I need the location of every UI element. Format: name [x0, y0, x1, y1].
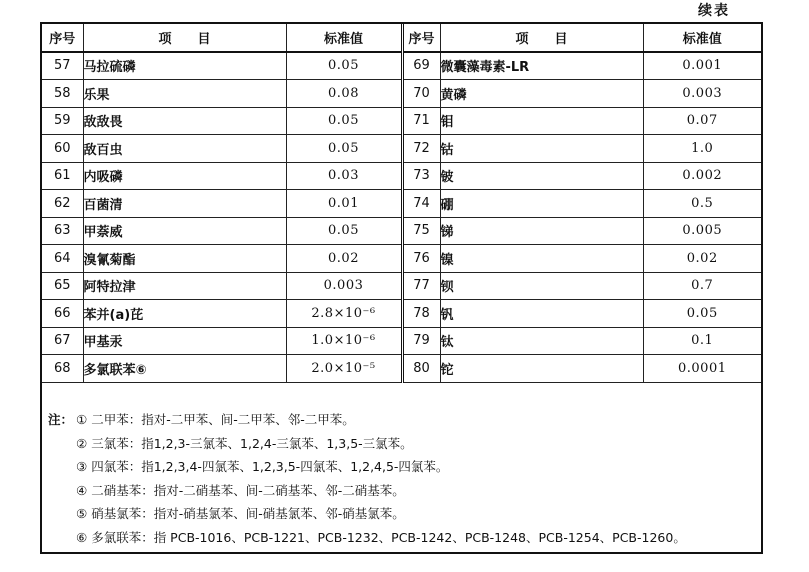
standard-value: 0.003 — [643, 80, 761, 108]
standards-table-frame — [40, 22, 763, 554]
table-row — [42, 162, 761, 190]
item-name: 百菌清 — [83, 190, 286, 218]
row-number: 71 — [402, 107, 440, 135]
standard-value: 0.02 — [643, 245, 761, 273]
row-number: 61 — [42, 162, 83, 190]
row-number: 63 — [42, 217, 83, 245]
standard-value: 0.05 — [286, 217, 402, 245]
row-number: 60 — [42, 135, 83, 163]
note-mark: ⑥ — [76, 529, 88, 545]
table-row — [42, 52, 761, 80]
header-value-right: 标准值 — [643, 24, 761, 52]
note-text: 二硝基苯：指对-二硝基苯、间-二硝基苯、邻-二硝基苯。 — [91, 482, 405, 498]
row-number: 62 — [42, 190, 83, 218]
standard-value: 0.005 — [643, 217, 761, 245]
header-no-left: 序号 — [42, 24, 83, 52]
item-name: 锑 — [440, 217, 643, 245]
row-number: 80 — [402, 355, 440, 383]
table-row — [42, 327, 761, 355]
item-name: 黄磷 — [440, 80, 643, 108]
row-number: 59 — [42, 107, 83, 135]
header-item-right: 项 目 — [440, 24, 643, 52]
row-number: 58 — [42, 80, 83, 108]
row-number: 70 — [402, 80, 440, 108]
item-name: 硼 — [440, 190, 643, 218]
note-line — [48, 455, 686, 479]
row-number: 67 — [42, 327, 83, 355]
item-name: 微囊藻毒素-LR — [440, 52, 643, 80]
note-mark: ① — [76, 412, 88, 427]
item-name: 敌敌畏 — [83, 107, 286, 135]
row-number: 73 — [402, 162, 440, 190]
standard-value: 0.001 — [643, 52, 761, 80]
note-mark: ⑤ — [76, 506, 88, 521]
standard-value: 0.05 — [286, 107, 402, 135]
row-number: 57 — [42, 52, 83, 80]
row-number: 79 — [402, 327, 440, 355]
standard-value: 0.7 — [643, 272, 761, 300]
standard-value: 0.03 — [286, 162, 402, 190]
table-row — [42, 245, 761, 273]
item-name: 内吸磷 — [83, 162, 286, 190]
row-number: 68 — [42, 355, 83, 383]
item-name: 乐果 — [83, 80, 286, 108]
row-number: 74 — [402, 190, 440, 218]
note-text: 四氯苯：指1,2,3,4-四氯苯、1,2,3,5-四氯苯、1,2,4,5-四氯苯。 — [91, 459, 449, 474]
standard-value: 0.05 — [286, 135, 402, 163]
note-text: 多氯联苯：指 PCB-1016、PCB-1221、PCB-1232、PCB-1242、PCB-1248、PCB-1254、PCB-1260。 — [91, 529, 686, 545]
standard-value: 1.0×10⁻⁶ — [286, 327, 402, 355]
note-text: 二甲苯：指对-二甲苯、间-二甲苯、邻-二甲苯。 — [91, 412, 355, 427]
item-name: 镍 — [440, 245, 643, 273]
item-name: 甲基汞 — [83, 327, 286, 355]
item-name: 钒 — [440, 300, 643, 328]
standard-value: 0.5 — [643, 190, 761, 218]
row-number: 77 — [402, 272, 440, 300]
note-line — [48, 432, 686, 456]
standard-value: 0.002 — [643, 162, 761, 190]
table-notes — [48, 408, 686, 549]
table-row — [42, 300, 761, 328]
continued-table-label: 续表 — [698, 3, 730, 19]
note-line — [48, 502, 686, 526]
standard-value: 0.01 — [286, 190, 402, 218]
table-row — [42, 355, 761, 383]
table-row — [42, 135, 761, 163]
item-name: 多氯联苯⑥ — [83, 355, 286, 383]
table-row — [42, 107, 761, 135]
standard-value: 0.003 — [286, 272, 402, 300]
standard-value: 0.1 — [643, 327, 761, 355]
table-body — [42, 52, 761, 383]
standard-value: 2.8×10⁻⁶ — [286, 300, 402, 328]
note-mark: ④ — [76, 482, 88, 498]
note-mark: ③ — [76, 459, 88, 474]
standard-value: 0.08 — [286, 80, 402, 108]
item-name: 苯并(a)芘 — [83, 300, 286, 328]
item-name: 钴 — [440, 135, 643, 163]
row-number: 65 — [42, 272, 83, 300]
item-name: 阿特拉津 — [83, 272, 286, 300]
header-value-left: 标准值 — [286, 24, 402, 52]
item-name: 铍 — [440, 162, 643, 190]
row-number: 69 — [402, 52, 440, 80]
note-line — [48, 479, 686, 503]
item-name: 溴氰菊酯 — [83, 245, 286, 273]
item-name: 钡 — [440, 272, 643, 300]
note-line — [48, 526, 686, 550]
row-number: 66 — [42, 300, 83, 328]
table-row — [42, 217, 761, 245]
note-prefix: 注： — [48, 412, 74, 427]
row-number: 64 — [42, 245, 83, 273]
item-name: 敌百虫 — [83, 135, 286, 163]
note-line — [48, 408, 686, 432]
note-text: 三氯苯：指1,2,3-三氯苯、1,2,4-三氯苯、1,3,5-三氯苯。 — [91, 435, 413, 451]
item-name: 钼 — [440, 107, 643, 135]
item-name: 甲萘威 — [83, 217, 286, 245]
header-item-left: 项 目 — [83, 24, 286, 52]
item-name: 马拉硫磷 — [83, 52, 286, 80]
standards-table — [42, 24, 761, 383]
table-header-row — [42, 24, 761, 52]
row-number: 72 — [402, 135, 440, 163]
table-row — [42, 190, 761, 218]
row-number: 76 — [402, 245, 440, 273]
standard-value: 0.05 — [643, 300, 761, 328]
standard-value: 0.0001 — [643, 355, 761, 383]
standard-value: 2.0×10⁻⁵ — [286, 355, 402, 383]
note-mark: ② — [76, 435, 88, 451]
row-number: 78 — [402, 300, 440, 328]
note-text: 硝基氯苯：指对-硝基氯苯、间-硝基氯苯、邻-硝基氯苯。 — [91, 506, 405, 521]
item-name: 铊 — [440, 355, 643, 383]
table-row — [42, 80, 761, 108]
row-number: 75 — [402, 217, 440, 245]
standard-value: 0.02 — [286, 245, 402, 273]
standard-value: 1.0 — [643, 135, 761, 163]
standard-value: 0.05 — [286, 52, 402, 80]
standard-value: 0.07 — [643, 107, 761, 135]
header-no-right: 序号 — [402, 24, 440, 52]
table-row — [42, 272, 761, 300]
item-name: 钛 — [440, 327, 643, 355]
